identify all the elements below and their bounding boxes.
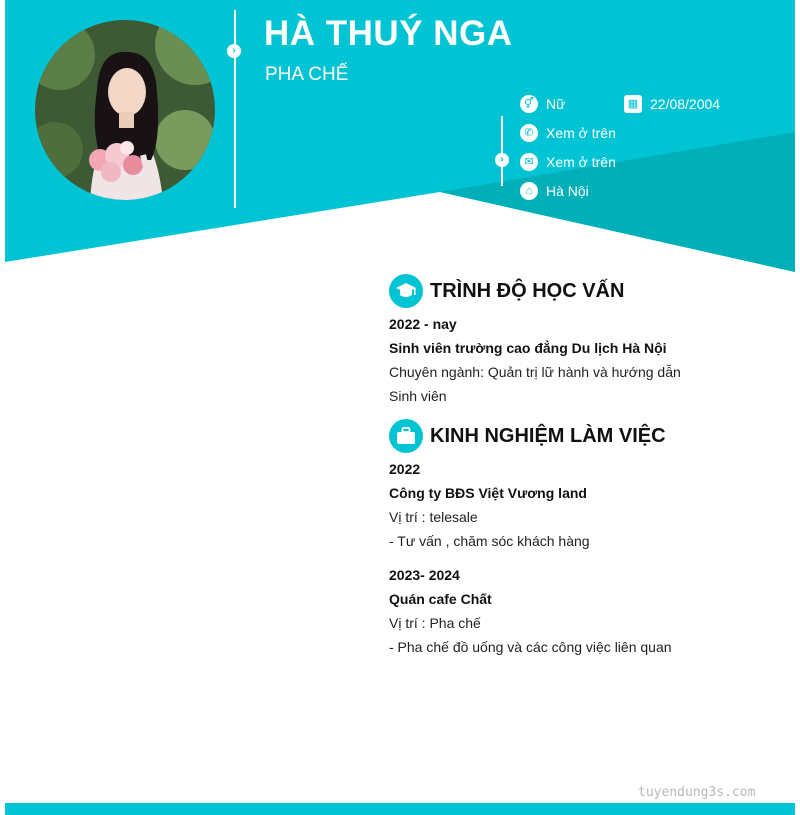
footer-bar (5, 803, 795, 815)
gender-icon: ⚥ (520, 95, 538, 113)
experience-header (389, 419, 769, 453)
candidate-name: HÀ THUÝ NGA (264, 14, 513, 53)
job-position: Vị trí : Pha chế (389, 615, 481, 631)
timeline-line-left (234, 10, 236, 208)
education-major: Chuyên ngành: Quản trị lữ hành và hướng dẫn (389, 364, 681, 380)
address-value: Hà Nội (546, 183, 589, 199)
home-icon: ⌂ (520, 182, 538, 200)
calendar-icon: ▦ (624, 95, 642, 113)
job-item (389, 563, 769, 659)
timeline-line-right (501, 116, 503, 186)
job-company: Công ty BĐS Việt Vương land (389, 485, 587, 501)
education-status: Sinh viên (389, 388, 447, 404)
education-section (389, 274, 769, 408)
education-header (389, 274, 769, 308)
job-position: Vị trí : telesale (389, 509, 478, 525)
header-banner (0, 0, 800, 280)
phone-icon: ✆ (520, 124, 538, 142)
education-school: Sinh viên trường cao đẳng Du lịch Hà Nội (389, 340, 667, 356)
job-period: 2023- 2024 (389, 567, 460, 583)
job-company: Quán cafe Chất (389, 591, 492, 607)
job-item (389, 457, 769, 553)
job-description: - Tư vấn , chăm sóc khách hàng (389, 533, 590, 549)
avatar (35, 20, 215, 200)
watermark: tuyendung3s.com (638, 785, 756, 800)
job-period: 2022 (389, 461, 421, 477)
education-period: 2022 - nay (389, 316, 457, 332)
gender-value: Nữ (546, 96, 566, 112)
contact-phone (520, 124, 616, 142)
email-icon: ✉ (520, 153, 538, 171)
graduation-cap-icon (389, 274, 423, 308)
birthday-value: 22/08/2004 (650, 96, 721, 112)
experience-title: KINH NGHIỆM LÀM VIỆC (430, 424, 666, 447)
chevron-right-icon: › (495, 153, 509, 167)
chevron-right-icon: › (227, 44, 241, 58)
contact-address (520, 182, 589, 200)
contact-birthday (624, 95, 720, 113)
job-description: - Pha chế đồ uống và các công việc liên quan (389, 639, 672, 655)
education-title: TRÌNH ĐỘ HỌC VẤN (430, 279, 625, 302)
email-value: Xem ở trên (546, 154, 616, 170)
candidate-role: PHA CHẾ (265, 64, 349, 85)
phone-value: Xem ở trên (546, 125, 616, 141)
experience-section (389, 419, 769, 659)
briefcase-icon (389, 419, 423, 453)
contact-email (520, 153, 616, 171)
contact-gender (520, 95, 565, 113)
